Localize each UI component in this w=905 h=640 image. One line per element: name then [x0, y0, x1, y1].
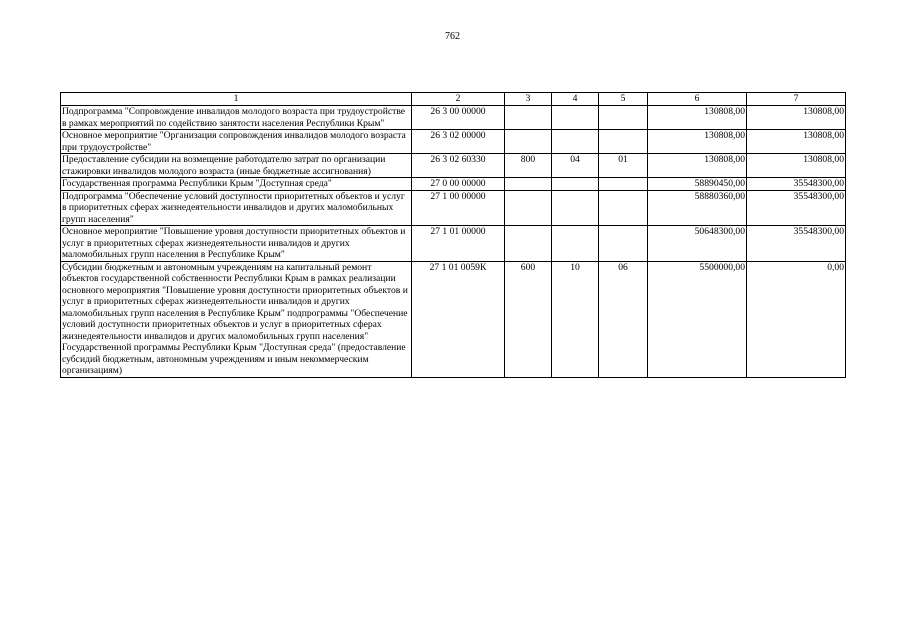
header-col-3: 3 — [505, 93, 552, 106]
row-amount-6: 130808,00 — [648, 154, 747, 178]
header-row — [61, 93, 846, 106]
row-col5 — [599, 178, 648, 191]
row-name: Государственная программа Республики Крым "Доступная среда" — [61, 178, 412, 191]
row-code: 27 1 01 0059К — [412, 261, 505, 377]
page-number: 762 — [445, 31, 460, 42]
row-col4: 10 — [552, 261, 599, 377]
row-amount-6: 5500000,00 — [648, 261, 747, 377]
row-col5 — [599, 130, 648, 154]
row-amount-7: 35548300,00 — [747, 190, 846, 226]
row-amount-6: 58890450,00 — [648, 178, 747, 191]
row-col4 — [552, 226, 599, 262]
row-name: Подпрограмма "Обеспечение условий доступности приоритетных объектов и услуг в приоритетных сферах жизнедеятельности инвалидов и других маломобильных групп населения" — [61, 190, 412, 226]
row-col3 — [505, 106, 552, 130]
row-amount-6: 130808,00 — [648, 130, 747, 154]
header-col-1: 1 — [61, 93, 412, 106]
row-name: Предоставление субсидии на возмещение работодателю затрат по организации стажировки инвалидов молодого возраста (иные бюджетные ассигнования) — [61, 154, 412, 178]
table-row — [61, 154, 846, 178]
row-col4 — [552, 130, 599, 154]
budget-table — [60, 92, 846, 378]
row-name: Основное мероприятие "Повышение уровня доступности приоритетных объектов и услуг в приоритетных сферах жизнедеятельности инвалидов и других маломобильных групп населения в Республике Крым" — [61, 226, 412, 262]
header-col-6: 6 — [648, 93, 747, 106]
row-code: 27 0 00 00000 — [412, 178, 505, 191]
row-amount-7: 130808,00 — [747, 130, 846, 154]
row-amount-6: 130808,00 — [648, 106, 747, 130]
row-code: 26 3 02 00000 — [412, 130, 505, 154]
header-col-2: 2 — [412, 93, 505, 106]
row-amount-7: 130808,00 — [747, 154, 846, 178]
row-amount-6: 50648300,00 — [648, 226, 747, 262]
row-amount-7: 35548300,00 — [747, 178, 846, 191]
table-row — [61, 226, 846, 262]
row-col3 — [505, 178, 552, 191]
row-col5 — [599, 226, 648, 262]
row-col5 — [599, 190, 648, 226]
row-name: Основное мероприятие "Организация сопровождения инвалидов молодого возраста при трудоустройстве" — [61, 130, 412, 154]
row-col5: 01 — [599, 154, 648, 178]
header-col-7: 7 — [747, 93, 846, 106]
row-amount-7: 130808,00 — [747, 106, 846, 130]
row-col4 — [552, 178, 599, 191]
row-col4: 04 — [552, 154, 599, 178]
header-col-4: 4 — [552, 93, 599, 106]
table-row — [61, 190, 846, 226]
header-col-5: 5 — [599, 93, 648, 106]
row-col3 — [505, 226, 552, 262]
row-code: 27 1 01 00000 — [412, 226, 505, 262]
row-col5 — [599, 106, 648, 130]
row-code: 26 3 00 00000 — [412, 106, 505, 130]
row-amount-6: 58880360,00 — [648, 190, 747, 226]
row-col3 — [505, 190, 552, 226]
table-row — [61, 178, 846, 191]
row-col5: 06 — [599, 261, 648, 377]
row-code: 27 1 00 00000 — [412, 190, 505, 226]
row-col4 — [552, 106, 599, 130]
row-col3: 800 — [505, 154, 552, 178]
table-row — [61, 130, 846, 154]
row-col3: 600 — [505, 261, 552, 377]
row-code: 26 3 02 60330 — [412, 154, 505, 178]
table-row — [61, 106, 846, 130]
row-name: Подпрограмма "Сопровождение инвалидов молодого возраста при трудоустройстве в рамках мероприятий по содействию занятости населения Республики Крым" — [61, 106, 412, 130]
row-col4 — [552, 190, 599, 226]
row-amount-7: 0,00 — [747, 261, 846, 377]
row-name: Субсидии бюджетным и автономным учреждениям на капитальный ремонт объектов государственной собственности Республики Крым в рамках реализации основного мероприятия "Повышение уровня доступности приоритетных объектов и услуг в приоритетных сферах жизнедеятельности инвалидов и других маломобильных групп населения в Республике Крым" подпрограммы "Обеспечение условий доступности приоритетных объектов и услуг в приоритетных сферах жизнедеятельности инвалидов и других маломобильных групп населения" Государственной программы Республики Крым "Доступная среда" (предоставление субсидий бюджетным, автономным учреждениям и иным некоммерческим организациям) — [61, 261, 412, 377]
table-row — [61, 261, 846, 377]
row-col3 — [505, 130, 552, 154]
row-amount-7: 35548300,00 — [747, 226, 846, 262]
